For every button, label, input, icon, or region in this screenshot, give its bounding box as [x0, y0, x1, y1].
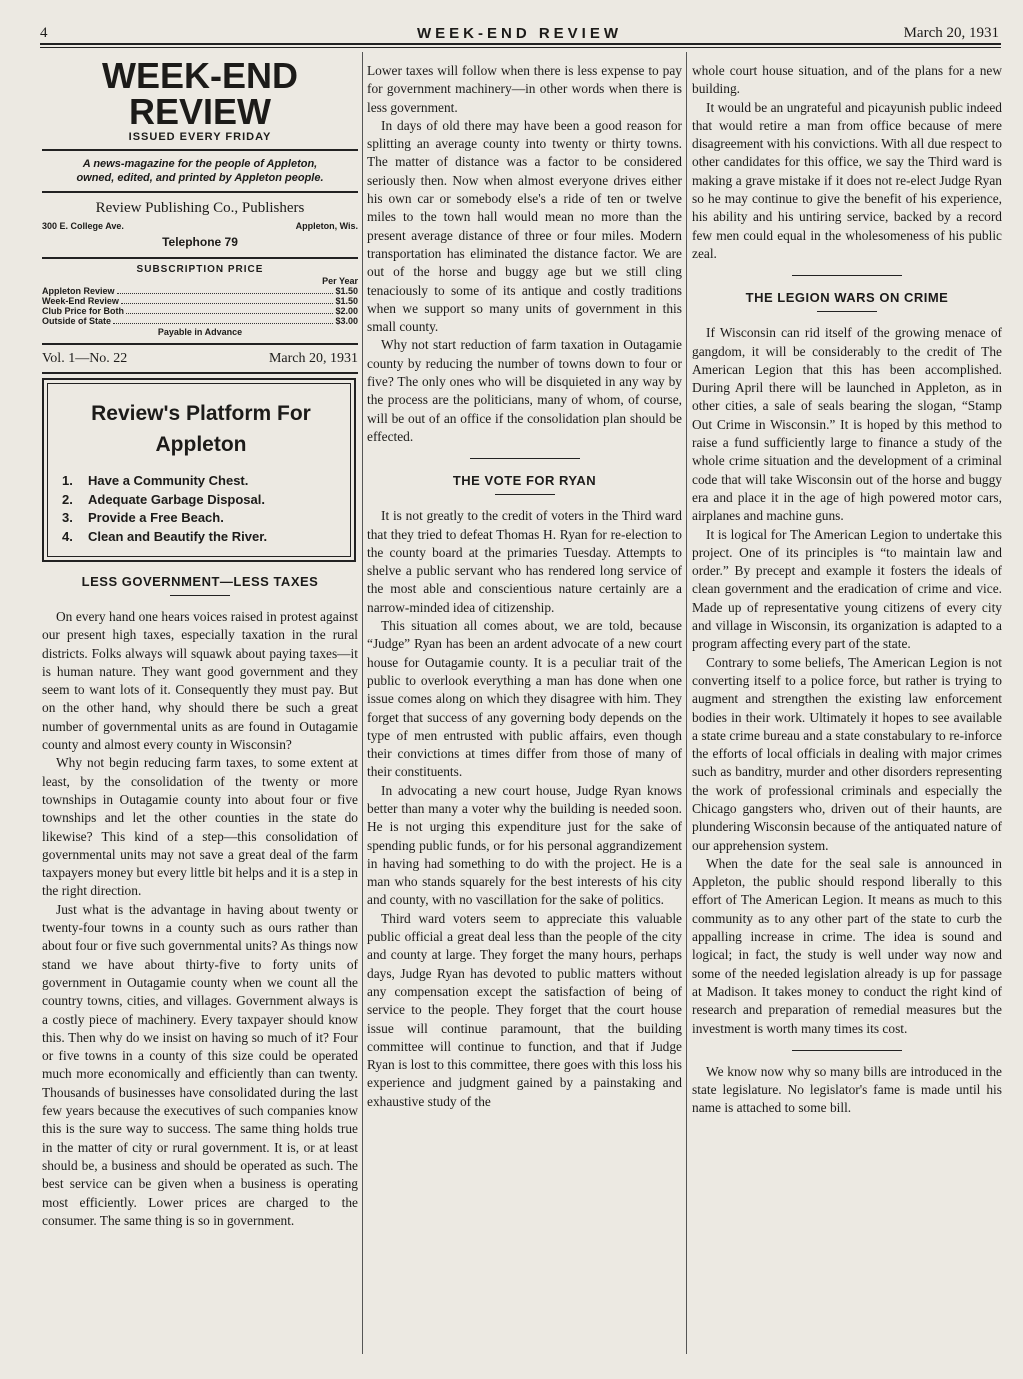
- rate-price: $2.00: [335, 306, 358, 316]
- item-number: 1.: [62, 473, 73, 488]
- leader-dots: [121, 303, 334, 304]
- headline-rule: [495, 494, 555, 495]
- article-vote-for-ryan: [367, 473, 682, 1111]
- platform-title-line: Review's Platform For: [91, 402, 311, 425]
- article-paragraph: It is not greatly to the credit of voters in the Third ward that they tried to defeat Thomas H. Ryan for re-election to the county board at the primaries Tuesday. Attempts to shelve a public servant who has rendered long service of the most able and conscientious nature certainly are a narrow-minded idea of citizenship.: [367, 508, 682, 615]
- rates-list: [42, 286, 358, 326]
- motto: [42, 157, 358, 185]
- platform-inner: [47, 383, 351, 557]
- article-paragraph: In advocating a new court house, Judge Ryan knows better than many a voter why the building is needed soon. He is not urging this expenditure just for the sake of spending public funds, or for his personal aggrandizement in having had something to do with the project. He is a man who stands squarely for the best interests of his city and county, with no vascillation for the sake of politics.: [367, 782, 682, 908]
- rate-price: $1.50: [335, 296, 358, 306]
- platform-item: [62, 509, 340, 528]
- article-paragraph: Lower taxes will follow when there is less expense to pay for government machinery—in other words when there is less government.: [367, 63, 682, 115]
- rate-row: [42, 306, 358, 316]
- rate-row: [42, 286, 358, 296]
- platform-title-line: Appleton: [155, 433, 247, 456]
- item-text: Clean and Beautify the River.: [88, 528, 268, 544]
- divider: [42, 149, 358, 151]
- article-less-government: [42, 574, 358, 1230]
- headline-rule: [170, 595, 230, 596]
- telephone: Telephone 79: [162, 235, 238, 249]
- divider: [42, 191, 358, 193]
- rate-name: Week-End Review: [42, 296, 119, 306]
- header-rule: [40, 43, 1001, 45]
- address-row: [42, 221, 358, 231]
- article-separator: [792, 275, 902, 276]
- volume-row: [42, 351, 358, 367]
- header-rule-thin: [40, 47, 1001, 48]
- item-text: Adequate Garbage Disposal.: [88, 491, 265, 507]
- rate-price: $3.00: [335, 316, 358, 326]
- article-paragraph: It would be an ungrateful and picayunish public indeed that would retire a man from office because of mere disagreement with his convictions. With all due respect to other candidates for this office, we say the Third ward is making a grave mistake if it does not re-elect Judge Ryan so he may continue to give the benefit of his experience, his ability and his untiring service, backed by a record few men could equal in the wholesomeness of his public zeal.: [692, 99, 1002, 261]
- article-separator: [792, 1050, 902, 1051]
- motto-line: A news-magazine for the people of Appleton,: [82, 158, 318, 170]
- payable-note: Payable in Advance: [157, 327, 243, 337]
- divider: [42, 372, 358, 374]
- article-headline: THE LEGION WARS ON CRIME: [745, 290, 949, 306]
- article-paragraph: On every hand one hears voices raised in protest against our present high taxes, especially taxation in the rural districts. Folks always will squawk about paying taxes—it is human nature. They want good government and they seem to want lots of it. Consequently they must pay. But on the other hand, why should there be such a great number of governmental units as are found in Outagamie county and almost every county in Wisconsin?: [42, 609, 358, 753]
- article-headline: THE VOTE FOR RYAN: [452, 473, 597, 489]
- platform-title: [62, 398, 340, 460]
- item-text: Provide a Free Beach.: [88, 510, 224, 525]
- article-paragraph: This situation all comes about, we are told, because “Judge” Ryan has been an ardent advocate of a new court house for Outagamie county. It is a peculiar trait of the public to overlook everything a man has done when one issue comes along on which they disagree with him. They forget that success of any governing body depends on the type of men entrusted with public affairs, even though their convictions at times differ from those of many of their constituents.: [367, 618, 682, 780]
- rate-name: Club Price for Both: [42, 306, 125, 316]
- article-paragraph: Contrary to some beliefs, The American Legion is not converting itself to a police force, but rather is trying to augment and strengthen the existing law enforcement bodies in their work. Ultimately it hopes to see available a state crime bureau and a state constabulary to re-inforce the efforts of local officials in dealing with major crimes such as banditry, murder and other disorders representing the work of professional criminals and especially the Chicago gangsters who, driven out of their haunts, are plundering Wisconsin because of the antiquated nature of our apprehension system.: [692, 654, 1002, 853]
- filler-paragraph: We know now why so many bills are introduced in the state legislature. No legislator's fame is made until his name is attached to some bill.: [692, 1063, 1002, 1116]
- platform-item: [62, 491, 340, 510]
- article-paragraph: When the date for the seal sale is announced in Appleton, the public should respond liberally to this effort of The American Legion. It means as much to this community as to any other part of the state to curb the appalling increase in crime. The idea is sound and logical; in fact, the study is well under way now and some of the needed legislation already is up for passage at Madison. It takes money to conduct the right kind of research and preparation of remedial measures but the investment is worth many times its cost.: [692, 855, 1002, 1036]
- nameplate-title: WEEK-END REVIEW: [102, 55, 298, 132]
- article-headline: LESS GOVERNMENT—LESS TAXES: [81, 574, 319, 589]
- article-legion: [692, 290, 1002, 1038]
- rate-row: [42, 296, 358, 306]
- leader-dots: [113, 323, 333, 324]
- column-divider: [362, 52, 363, 1354]
- page-number: 4: [40, 25, 48, 41]
- article-separator: [470, 458, 580, 459]
- rate-name: Outside of State: [42, 316, 112, 326]
- city: Appleton, Wis.: [295, 221, 358, 231]
- subscription-heading: SUBSCRIPTION PRICE: [136, 264, 264, 275]
- street-address: 300 E. College Ave.: [42, 221, 124, 231]
- item-text: Have a Community Chest.: [88, 473, 249, 488]
- article-paragraph: In days of old there may have been a good reason for splitting an average county into twenty or thirty towns. The matter of distance was a factor to be considered seriously then. Now when almost everyone drives either his own car or somebody else's a ride of ten or twelve miles to the town hall would mean no more than the present average distance of three or four miles. Modern transportation has eliminated the distance factor. We are out of the horse and buggy age but we still cling tenaciously to some of its antique and costly traditions when we support so many units of government in this small county.: [367, 117, 682, 335]
- volume-date: March 20, 1931: [268, 351, 358, 366]
- divider: [42, 257, 358, 259]
- header-date: March 20, 1931: [903, 25, 999, 41]
- item-number: 3.: [62, 510, 73, 525]
- column-divider: [686, 52, 687, 1354]
- publisher: Review Publishing Co., Publishers: [95, 200, 305, 216]
- rate-name: Appleton Review: [42, 286, 115, 296]
- running-masthead: WEEK-END REVIEW: [416, 25, 622, 42]
- rate-price: $1.50: [335, 286, 358, 296]
- column-2: [367, 62, 682, 1111]
- article-paragraph: If Wisconsin can rid itself of the growing menace of gangdom, it will be considerably to the credit of The American Legion that this has been accomplished. During April there will be launched in Appleton, as in other cities, a sale of seals bearing the slogan, “Stamp Out Crime in Wisconsin.” It is hoped by this method to raise a fund sufficiently large to finance a study of the whole crime situation and the development of a criminal code that will take Wisconsin out of the horse and buggy era and place it in the age of high powered motor cars, airplanes and machine guns.: [692, 325, 1002, 524]
- article-paragraph: Why not start reduction of farm taxation in Outagamie county by reducing the number of towns down to four or five? The only ones who will be disquieted in any way by the process are the politicians, many of whom, of course, will be out of an office if the consolidation plan should be effected.: [367, 337, 682, 444]
- item-number: 2.: [62, 491, 73, 507]
- issued-line: ISSUED EVERY FRIDAY: [128, 131, 272, 143]
- motto-line: owned, edited, and printed by Appleton people.: [76, 172, 324, 184]
- column-1: [42, 55, 358, 1230]
- per-year-label: Per Year: [322, 276, 358, 286]
- headline-rule: [817, 311, 877, 312]
- divider: [42, 343, 358, 345]
- nameplate: [42, 55, 358, 374]
- article-paragraph: It is logical for The American Legion to undertake this project. One of its principles is “to maintain law and order.” By precept and example it fosters the ideals of clean government and the eradication of crime and vice. Made up of representative young citizens of every city and village in Wisconsin, its organization is adapted to a program affecting every part of the state.: [692, 526, 1002, 652]
- platform-list: [62, 472, 340, 546]
- running-header: [40, 22, 999, 44]
- article-paragraph: Why not begin reducing farm taxes, to some extent at least, by the consolidation of the twenty or more townships in Outagamie county into about four or five townships and let the other counties in the state do likewise? This kind of a step—this consolidation of governmental units may not save a great deal of the farm taxpayers money but every little bit helps and it is a step in the right direction.: [42, 755, 358, 899]
- platform-item: [62, 528, 340, 547]
- platform-item: [62, 472, 340, 491]
- article-paragraph: Just what is the advantage in having about twenty or twenty-four towns in a county such as ours rather than about four or five such governmental units? As things now stand we have about thirty-five to forty units of government in Outagamie county when we count all the country towns, cities, and villages. Government always is a costly piece of machinery. Every taxpayer should know this. Then why do we insist on having so much of it? Four or five towns in a county of this size could be operated much more economically and efficiently than can twenty. Thousands of businesses have consolidated during the last few years because the executives of such companies know this is the sure way to success. The same thing holds true in the matter of city or rural government. It is, or at least should be, a business and should be operated as such. The best service can be given when a business is operating most efficiently. Lower prices are charged to the consumer. The same thing is so in government.: [42, 901, 358, 1228]
- article-paragraph: whole court house situation, and of the plans for a new building.: [692, 63, 1002, 97]
- platform-box: [42, 378, 356, 562]
- article-paragraph: Third ward voters seem to appreciate this valuable public official a great deal less than the people of the city and county at large. They forget the many hours, perhaps days, Judge Ryan has devoted to public matters without any compensation except the satisfaction of being of service to the people. They forget that the court house issue will continue paramount, that the building committee will continue to function, and that if Judge Ryan is lost to this committee, there goes with this loss his experience and judgment gained by a painstaking and exhaustive study of the: [367, 910, 682, 1109]
- leader-dots: [126, 313, 333, 314]
- leader-dots: [117, 293, 334, 294]
- column-3: [692, 62, 1002, 1118]
- rate-row: [42, 316, 358, 326]
- volume-number: Vol. 1—No. 22: [42, 351, 128, 366]
- item-number: 4.: [62, 528, 73, 544]
